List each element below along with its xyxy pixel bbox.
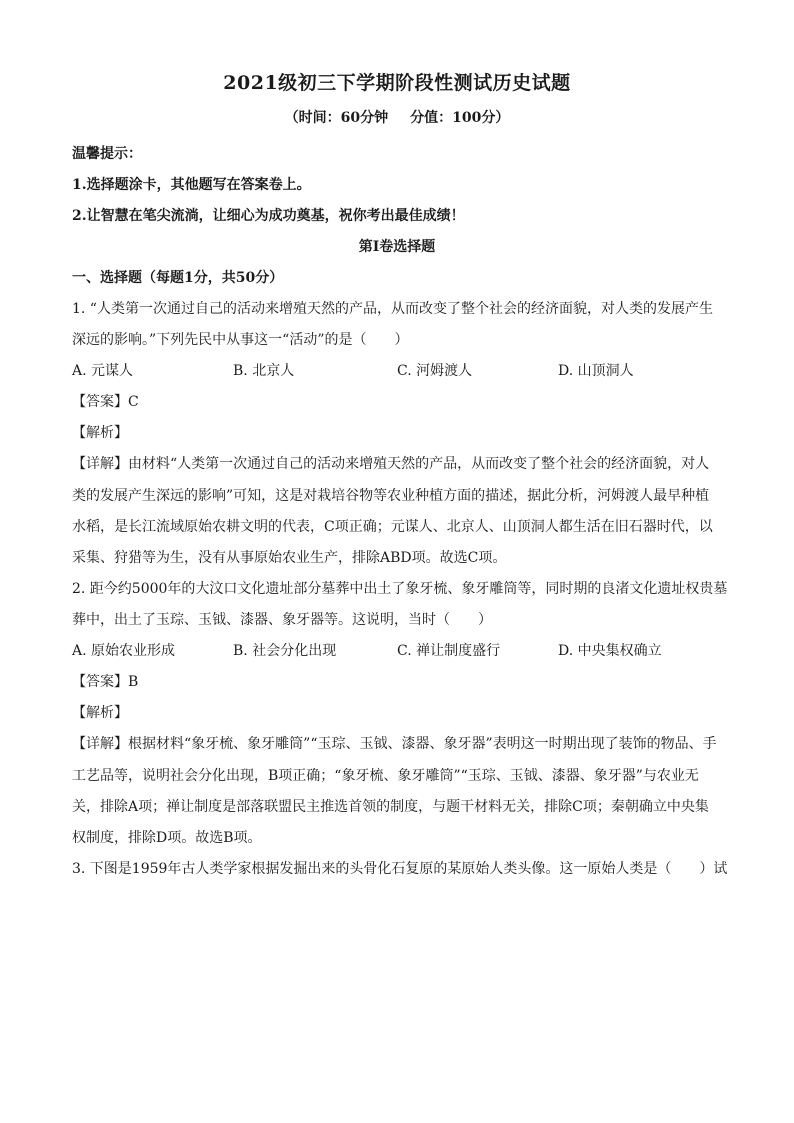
q2-stem-line-2: 葬中，出土了玉琮、玉钺、漆器、象牙器等。这说明，当时（ ） — [72, 612, 492, 628]
tips-line-1: 1.选择题涂卡，其他题写在答案卷上。 — [72, 177, 311, 193]
q1-stem-line-2: 深远的影响。”下列先民中从事这一“活动”的是（ ） — [72, 332, 409, 348]
q1-option-d: D. 山顶洞人 — [558, 363, 634, 379]
q1-detail-line-2: 类的发展产生深远的影响”可知，这是对栽培谷物等农业种植方面的描述，据此分析，河姆渡人最早种植 — [72, 488, 710, 504]
q2-option-d: D. 中央集权确立 — [558, 643, 662, 659]
q2-option-a: A. 原始农业形成 — [72, 643, 176, 659]
q2-detail-line-4: 权制度，排除D项。故选B项。 — [72, 830, 262, 846]
q3-stem-line-1: 3. 下图是1959年古人类学家根据发掘出来的头骨化石复原的某原始人类头像。这一原始人类是（ ）试 — [72, 861, 728, 877]
q2-detail-line-3: 关，排除A项；禅让制度是部落联盟民主推选首领的制度，与题干材料无关，排除C项；秦朝确立中央集 — [72, 799, 709, 815]
exam-subtitle — [0, 107, 794, 127]
exam-time: （时间：60分钟 — [284, 110, 389, 126]
q1-stem-line-1: 1. “人类第一次通过自己的活动来增殖天然的产品，从而改变了整个社会的经济面貌，对人类的发展产生 — [72, 301, 713, 317]
exam-title: 2021级初三下学期阶段性测试历史试题 — [223, 72, 571, 94]
q1-option-a: A. 元谋人 — [72, 363, 134, 379]
q1-detail-line-1: 【详解】由材料“人类第一次通过自己的活动来增殖天然的产品，从而改变了整个社会的经济面貌，对人 — [72, 456, 710, 472]
q2-option-c: C. 禅让制度盛行 — [397, 643, 501, 659]
q1-detail-line-4: 采集、狩猎等为生，没有从事原始农业生产，排除ABD项。故选C项。 — [72, 550, 507, 566]
q1-option-c: C. 河姆渡人 — [397, 363, 473, 379]
volume-heading: 第Ⅰ卷选择题 — [358, 239, 436, 255]
q2-answer: 【答案】B — [72, 674, 139, 690]
q2-detail-line-2: 工艺品等，说明社会分化出现，B项正确；“象牙梳、象牙雕筒”“玉琮、玉钺、漆器、象牙器”与农业无 — [72, 768, 699, 784]
part-heading: 一、选择题（每题1分，共50分） — [72, 270, 284, 286]
q1-detail-line-3: 水稻，是长江流域原始农耕文明的代表，C项正确；元谋人、北京人、山顶洞人都生活在旧石器时代，以 — [72, 519, 713, 535]
tips-heading: 温馨提示： — [72, 146, 142, 162]
q2-stem-line-1: 2. 距今约5000年的大汶口文化遗址部分墓葬中出土了象牙梳、象牙雕筒等，同时期的良渚文化遗址权贵墓 — [72, 581, 728, 597]
exam-score: 分值：100分） — [410, 110, 510, 126]
q1-answer: 【答案】C — [72, 394, 139, 410]
q1-option-b: B. 北京人 — [233, 363, 295, 379]
q2-detail-line-1: 【详解】根据材料“象牙梳、象牙雕筒”“玉琮、玉钺、漆器、象牙器”表明这一时期出现了装饰的物品、手 — [72, 736, 717, 752]
q2-option-b: B. 社会分化出现 — [233, 643, 337, 659]
q1-analysis-label: 【解析】 — [72, 425, 128, 441]
tips-line-2: 2.让智慧在笔尖流淌，让细心为成功奠基，祝你考出最佳成绩！ — [72, 208, 465, 224]
q2-analysis-label: 【解析】 — [72, 705, 128, 721]
